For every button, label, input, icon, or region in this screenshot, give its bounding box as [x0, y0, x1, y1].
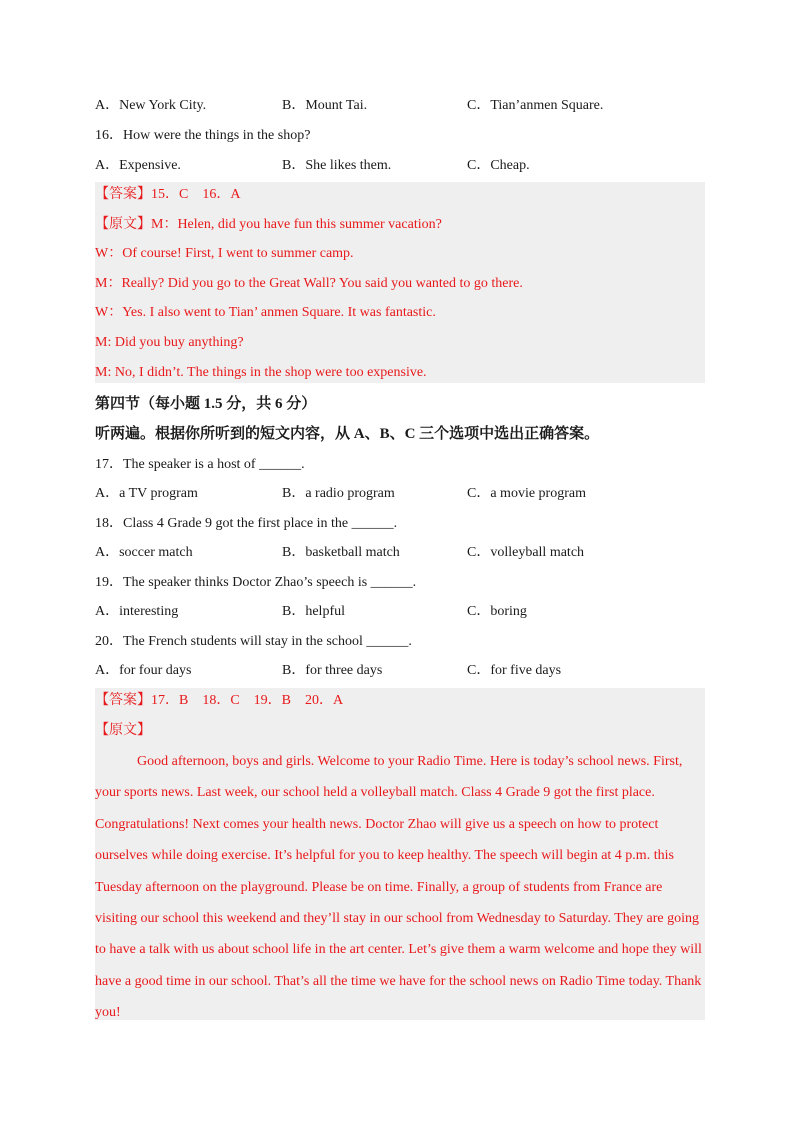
q16-options [95, 157, 705, 175]
q16-option-c: C．Cheap. [467, 158, 530, 173]
section-instruction: 听两遍。根据你所听到的短文内容，从 A、B、C 三个选项中选出正确答案。 [95, 426, 600, 442]
q19-stem: 19．The speaker thinks Doctor Zhao’s speech is ______. [95, 575, 417, 590]
transcript-line: M：Really? Did you go to the Great Wall? You said you wanted to go there. [95, 276, 523, 291]
q20-stem: 20．The French students will stay in the school ______. [95, 634, 412, 649]
q15-option-b: B．Mount Tai. [282, 98, 368, 113]
q20-option-b: B．for three days [282, 663, 383, 678]
transcript-line: W：Of course! First, I went to summer camp. [95, 246, 354, 261]
transcript-passage: Good afternoon, boys and girls. Welcome to your Radio Time. Here is today’s school news. First, your sports news. Last week, our school held a volleyball match. Class 4 Grade 9 got the first place. Congratulations! Next comes your health news. Doctor Zhao will give us a speech on how to protect ourselves while doing exercise. It’s helpful for you to keep healthy. The speech will begin at 4 p.m. this Tuesday afternoon on the playground. Please be on time. Finally, a group of students from France are visiting our school this weekend and they’ll stay in our school from Wednesday to Saturday. They are going to have a talk with us about school life in the art center. Let’s give them a warm welcome and hope they will have a good time in our school. That’s all the time we have for the school news on Radio Time today. Thank you! [95, 754, 702, 1021]
q18-option-c: C．volleyball match [467, 545, 585, 560]
transcript-line: M: No, I didn’t. The things in the shop were too expensive. [95, 365, 427, 380]
answer-key-2: 【答案】17．B 18．C 19．B 20．A [95, 693, 344, 708]
answer-key-1: 【答案】15．C 16．A [95, 187, 241, 202]
q15-options [95, 97, 705, 115]
q20-options [95, 662, 705, 680]
q18-options [95, 544, 705, 562]
q15-option-a: A．New York City. [95, 98, 207, 113]
q16-option-a: A．Expensive. [95, 158, 181, 173]
q18-option-b: B．basketball match [282, 545, 400, 560]
q18-stem: 18．Class 4 Grade 9 got the first place in the ______. [95, 516, 398, 531]
q19-option-a: A．interesting [95, 604, 179, 619]
transcript-line: 【原文】M：Helen, did you have fun this summer vacation? [95, 217, 442, 232]
q17-option-b: B．a radio program [282, 486, 395, 501]
transcript-label: 【原文】 [95, 723, 151, 738]
q17-stem: 17．The speaker is a host of ______. [95, 457, 305, 472]
q20-option-c: C．for five days [467, 663, 562, 678]
q15-option-c: C．Tian’anmen Square. [467, 98, 604, 113]
q19-option-b: B．helpful [282, 604, 345, 619]
transcript-line: M: Did you buy anything? [95, 335, 244, 350]
q19-option-c: C．boring [467, 604, 527, 619]
section-title: 第四节（每小题 1.5 分，共 6 分） [95, 396, 317, 412]
q16-option-b: B．She likes them. [282, 158, 392, 173]
q20-option-a: A．for four days [95, 663, 192, 678]
q18-option-a: A．soccer match [95, 545, 193, 560]
q19-options [95, 603, 705, 621]
transcript-line: W：Yes. I also went to Tian’ anmen Square. It was fantastic. [95, 305, 436, 320]
q16-stem: 16．How were the things in the shop? [95, 128, 311, 143]
q17-option-c: C．a movie program [467, 486, 586, 501]
q17-options [95, 485, 705, 503]
q17-option-a: A．a TV program [95, 486, 198, 501]
